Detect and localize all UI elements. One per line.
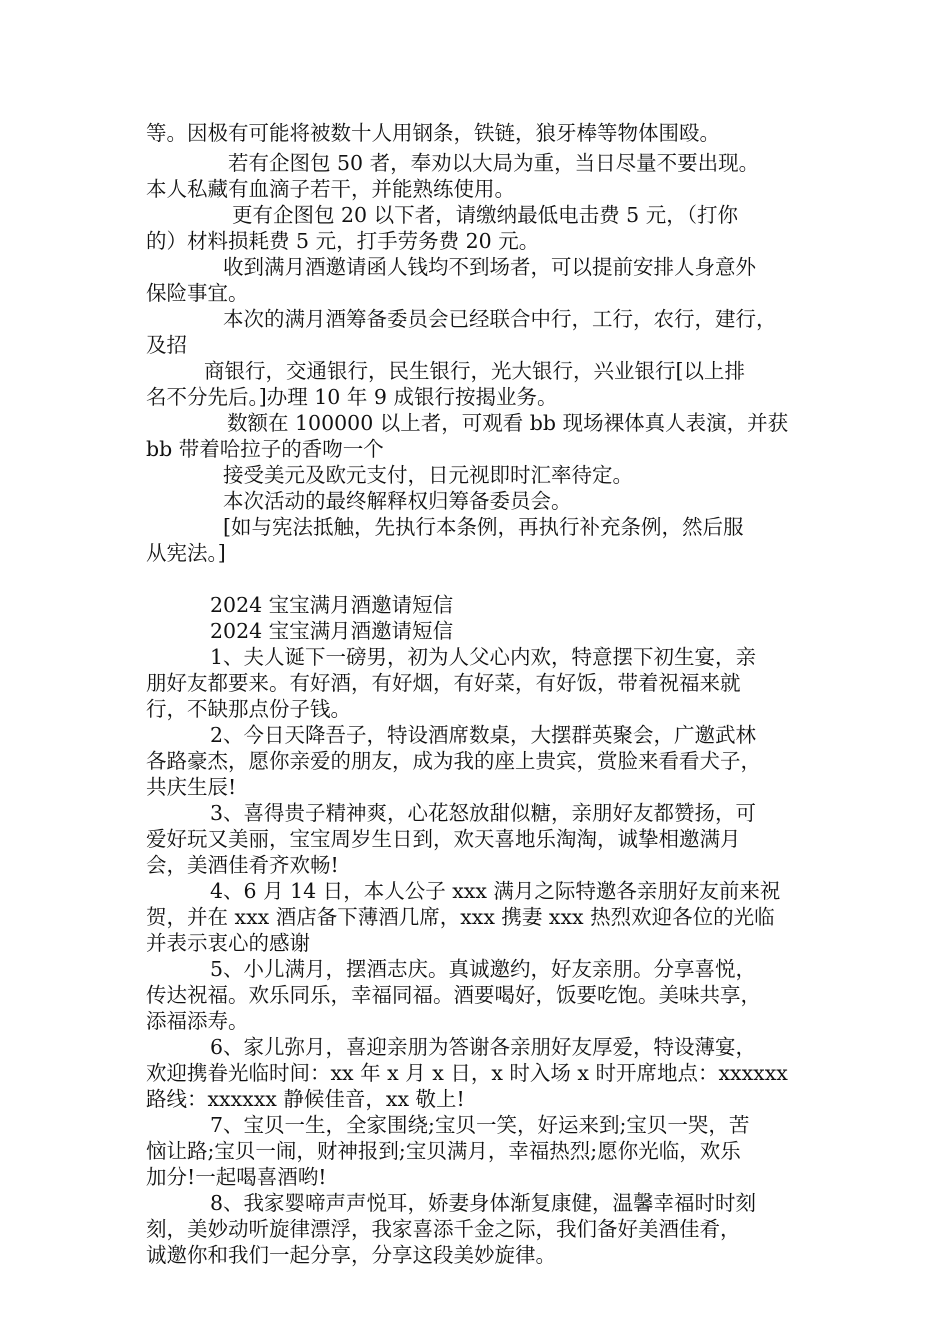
- text-line: 等。因极有可能将被数十人用钢条，铁链，狼牙棒等物体围殴。: [146, 121, 720, 145]
- text-line: 名不分先后。]办理 10 年 9 成银行按揭业务。: [146, 385, 558, 409]
- text-line: 并表示衷心的感谢: [146, 931, 310, 955]
- text-line: 欢迎携眷光临时间：xx 年 x 月 x 日，x 时入场 x 时开席地点：xxxxxx: [146, 1061, 788, 1085]
- text-line: 本次活动的最终解释权归筹备委员会。: [223, 489, 572, 513]
- text-line: 若有企图包 50 者，奉劝以大局为重，当日尽量不要出现。: [228, 151, 760, 175]
- text-line: 从宪法。]: [146, 541, 226, 565]
- section-title: 2024 宝宝满月酒邀请短信: [210, 619, 454, 643]
- text-line: 本次的满月酒筹备委员会已经联合中行，工行，农行，建行，: [223, 307, 777, 331]
- text-line: 贺，并在 xxx 酒店备下薄酒几席，xxx 携妻 xxx 热烈欢迎各位的光临: [146, 905, 775, 929]
- text-line: 更有企图包 20 以下者，请缴纳最低电击费 5 元，（打你: [232, 203, 738, 227]
- text-line: 3、喜得贵子精神爽，心花怒放甜似糖，亲朋好友都赞扬，可: [210, 801, 757, 825]
- text-line: 数额在 100000 以上者，可观看 bb 现场裸体真人表演，并获: [227, 411, 789, 435]
- text-line: 6、家儿弥月，喜迎亲朋为答谢各亲朋好友厚爱，特设薄宴，: [210, 1035, 757, 1059]
- text-line: [如与宪法抵触，先执行本条例，再执行补充条例，然后服: [223, 515, 744, 539]
- section-title: 2024 宝宝满月酒邀请短信: [210, 593, 454, 617]
- text-line: 商银行，交通银行，民生银行，光大银行，兴业银行[以上排: [204, 359, 745, 383]
- text-line: 诚邀你和我们一起分享，分享这段美妙旋律。: [146, 1243, 556, 1267]
- text-line: 接受美元及欧元支付，日元视即时汇率待定。: [223, 463, 633, 487]
- text-line: 8、我家婴啼声声悦耳，娇妻身体渐复康健，温馨幸福时时刻: [210, 1191, 757, 1215]
- text-line: 爱好玩又美丽，宝宝周岁生日到，欢天喜地乐淘淘，诚挚相邀满月: [146, 827, 741, 851]
- text-line: 添福添寿。: [146, 1009, 249, 1033]
- text-line: 共庆生辰!: [146, 775, 237, 799]
- text-line: 7、宝贝一生，全家围绕;宝贝一笑，好运来到;宝贝一哭，苦: [210, 1113, 750, 1137]
- text-line: bb 带着哈拉子的香吻一个: [146, 437, 384, 461]
- text-line: 加分!一起喝喜酒哟!: [146, 1165, 327, 1189]
- text-line: 刻，美妙动听旋律漂浮，我家喜添千金之际，我们备好美酒佳肴，: [146, 1217, 741, 1241]
- text-line: 保险事宜。: [146, 281, 249, 305]
- text-line: 2、今日天降吾子，特设酒席数桌，大摆群英聚会，广邀武林: [210, 723, 757, 747]
- text-line: 的）材料损耗费 5 元，打手劳务费 20 元。: [146, 229, 540, 253]
- text-line: 5、小儿满月，摆酒志庆。真诚邀约，好友亲朋。分享喜悦，: [210, 957, 757, 981]
- text-line: 路线：xxxxxx 静候佳音，xx 敬上!: [146, 1087, 465, 1111]
- text-line: 及招: [146, 333, 187, 357]
- text-line: 会，美酒佳肴齐欢畅!: [146, 853, 339, 877]
- text-line: 1、夫人诞下一磅男，初为人父心内欢，特意摆下初生宴，亲: [210, 645, 757, 669]
- text-line: 收到满月酒邀请函人钱均不到场者，可以提前安排人身意外: [223, 255, 756, 279]
- text-line: 行，不缺那点份子钱。: [146, 697, 351, 721]
- text-line: 各路豪杰，愿你亲爱的朋友，成为我的座上贵宾，赏脸来看看犬子，: [146, 749, 761, 773]
- text-line: 朋好友都要来。有好酒，有好烟，有好菜，有好饭，带着祝福来就: [146, 671, 741, 695]
- text-line: 4、6 月 14 日，本人公子 xxx 满月之际特邀各亲朋好友前来祝: [210, 879, 781, 903]
- text-line: 传达祝福。欢乐同乐，幸福同福。酒要喝好，饭要吃饱。美味共享，: [146, 983, 761, 1007]
- text-line: 恼让路;宝贝一闹，财神报到;宝贝满月，幸福热烈;愿你光临，欢乐: [146, 1139, 741, 1163]
- text-line: 本人私藏有血滴子若干，并能熟练使用。: [146, 177, 515, 201]
